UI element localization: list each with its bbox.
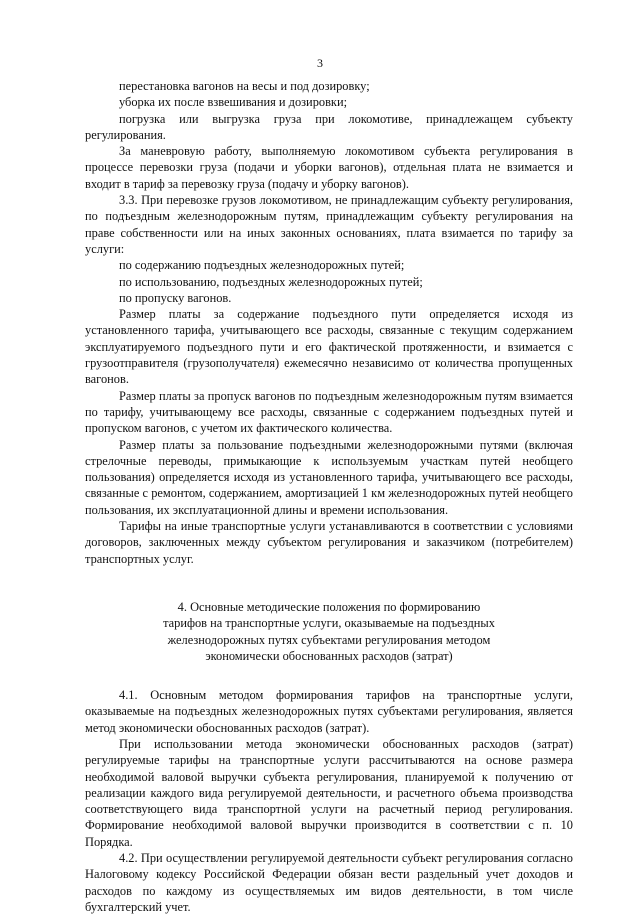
paragraph: 4.1. Основным методом формирования тарифов на транспортные услуги, оказываемые на подъездных железнодорожных путях субъектами регулирования, является метод экономически обоснованных расходов (затрат).	[85, 688, 573, 735]
page-number: 3	[317, 56, 323, 70]
section-heading-line: тарифов на транспортные услуги, оказываемые на подъездных	[163, 616, 495, 631]
paragraph: Тарифы на иные транспортные услуги устанавливаются в соответствии с условиями договоров, заключенных между субъектом регулирования и заказчиком (потребителем) транспортных услуг.	[85, 519, 573, 566]
paragraph: 3.3. При перевозке грузов локомотивом, не принадлежащим субъекту регулирования, по подъездным железнодорожным путям, принадлежащим субъекту регулирования на праве собственности или на иных законных основаниях, плата взимается по тарифу за услуги:	[85, 193, 573, 256]
paragraph: Размер платы за пропуск вагонов по подъездным железнодорожным путям взимается по тарифу, учитывающему все расходы, связанные с содержанием подъездных путей и пропуском вагонов, с учетом их фактического количества.	[85, 388, 573, 436]
paragraph: по использованию, подъездных железнодорожных путей;	[119, 274, 423, 289]
paragraphs-top	[85, 78, 573, 567]
paragraph: Размер платы за содержание подъездного пути определяется исходя из установленного тарифа, учитывающего все расходы, связанные с текущим содержанием эксплуатируемого подъездного пути и его фактической протяженности, и взимается с грузоотправителя (грузополучателя) ежемесячно независимо от количества пропущенных вагонов.	[85, 307, 573, 387]
paragraph: При использовании метода экономически обоснованных расходов (затрат) регулируемые тарифы на транспортные услуги рассчитываются на основе размера необходимой валовой выручки субъекта регулирования, планируемой к получению от реализации каждого вида регулируемой деятельности, и расчетного объема производства соответствующего вида транспортной услуги на расчетный период регулирования. Формирование необходимой валовой выручки производится в соответствии с п. 10 Порядка.	[85, 736, 573, 849]
paragraph: уборка их после взвешивания и дозировки;	[119, 95, 348, 110]
paragraph: по пропуску вагонов.	[119, 290, 232, 305]
section-heading-line: экономически обоснованных расходов (затрат)	[205, 648, 453, 663]
paragraph: 4.2. При осуществлении регулируемой деятельности субъект регулирования согласно Налоговому кодексу Российской Федерации обязан вести раздельный учет доходов и расходов по каждому из осуществляемых им видов деятельности, в том числе бухгалтерский учет.	[85, 851, 573, 914]
paragraph: по содержанию подъездных железнодорожных путей;	[119, 258, 405, 273]
section-heading-line: 4. Основные методические положения по формированию	[177, 599, 481, 614]
paragraph: погрузка или выгрузка груза при локомотиве, принадлежащем субъекту регулирования.	[85, 111, 573, 142]
document-body	[85, 78, 573, 915]
paragraph: перестановка вагонов на весы и под дозировку;	[119, 79, 370, 93]
paragraph: За маневровую работу, выполняемую локомотивом субъекта регулирования в процессе перевозки груза (подачи и уборки вагонов), отдельная плата не взимается и входит в тариф за перевозку груза (подачу и уборку вагонов).	[85, 144, 573, 191]
section-heading	[85, 599, 573, 664]
paragraph: Размер платы за пользование подъездными железнодорожными путями (включая стрелочные переводы, примыкающие к используемым участкам путей необщего пользования) определяется исходя из установленного тарифа, учитывающего все расходы, связанные с ремонтом, содержанием, амортизацией 1 км железнодорожных путей необщего пользования, их эксплуатационной длины и времени использования.	[85, 437, 573, 517]
paragraphs-bottom	[85, 687, 573, 915]
section-heading-line: железнодорожных путях субъектами регулирования методом	[167, 632, 491, 647]
